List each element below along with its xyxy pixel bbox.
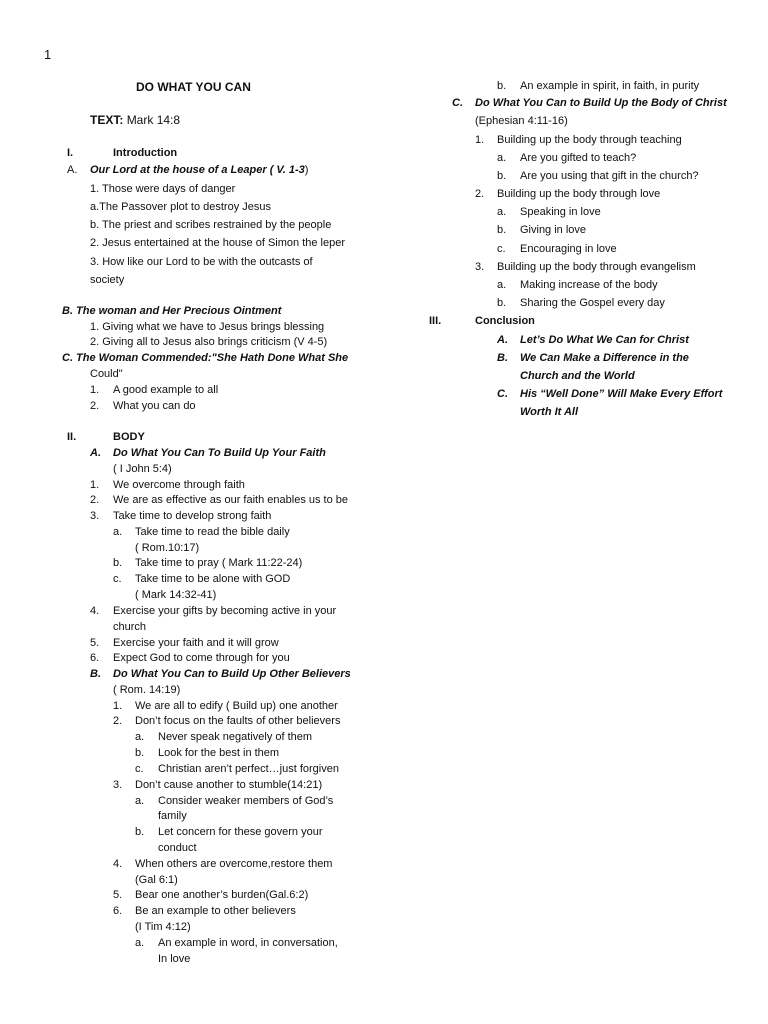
list-item: Bear one another’s burden(Gal.6:2) bbox=[135, 889, 309, 901]
page-title: DO WHAT YOU CAN bbox=[136, 80, 251, 94]
list-item: conduct bbox=[158, 842, 197, 854]
list-item: Take time to read the bible daily bbox=[135, 526, 290, 538]
body-c-heading: Do What You Can to Build Up the Body of Christ bbox=[475, 97, 727, 109]
section-num-body: II. bbox=[67, 431, 77, 443]
body-b-heading: Do What You Can to Build Up Other Believers bbox=[113, 668, 351, 680]
list-item: 2. Giving all to Jesus also brings criticism (V 4-5) bbox=[90, 336, 328, 348]
list-item: Consider weaker members of God’s bbox=[158, 795, 334, 807]
page-number: 1 bbox=[44, 47, 52, 62]
list-item: b. The priest and scribes restrained by the people bbox=[90, 219, 332, 231]
list-item: An example in spirit, in faith, in purity bbox=[520, 80, 700, 92]
list-item: Are you using that gift in the church? bbox=[520, 170, 699, 182]
list-item: Speaking in love bbox=[520, 206, 601, 218]
list-item-num: a. bbox=[497, 279, 507, 291]
list-item: family bbox=[158, 810, 187, 822]
section-num-conclusion: III. bbox=[429, 315, 442, 327]
list-item-num: a. bbox=[135, 937, 145, 949]
list-item-num: b. bbox=[497, 297, 507, 309]
list-item: Look for the best in them bbox=[158, 747, 280, 759]
list-item: Don’t cause another to stumble(14:21) bbox=[135, 779, 323, 791]
list-item: 1. Giving what we have to Jesus brings blessing bbox=[90, 321, 325, 333]
intro-b-heading: B. The woman and Her Precious Ointment bbox=[62, 305, 282, 317]
list-item-num: 2. bbox=[475, 188, 485, 200]
list-item-num: 4. bbox=[113, 858, 123, 870]
list-item-num: 6. bbox=[90, 652, 100, 664]
list-item: We Can Make a Difference in the bbox=[520, 352, 689, 364]
body-a-label: A. bbox=[90, 447, 101, 459]
list-item-num: 5. bbox=[113, 889, 123, 901]
list-item: Giving in love bbox=[520, 224, 587, 236]
intro-a-heading-suffix: ) bbox=[304, 164, 309, 176]
list-item-num: b. bbox=[135, 747, 145, 759]
body-b-ref: ( Rom. 14:19) bbox=[113, 684, 181, 696]
list-item-num: 3. bbox=[90, 510, 100, 522]
list-item-num: b. bbox=[497, 170, 507, 182]
list-item-num: c. bbox=[113, 573, 122, 585]
list-item: Sharing the Gospel every day bbox=[520, 297, 665, 309]
body-a-heading: Do What You Can To Build Up Your Faith bbox=[113, 447, 326, 459]
list-item: 3. How like our Lord to be with the outcasts of bbox=[90, 256, 313, 268]
intro-c-heading-cont: Could" bbox=[90, 368, 123, 380]
list-item: Encouraging in love bbox=[520, 243, 617, 255]
list-item: Building up the body through teaching bbox=[497, 134, 682, 146]
body-a-ref: ( I John 5:4) bbox=[113, 463, 172, 475]
list-item-num: b. bbox=[135, 826, 145, 838]
list-item: Take time to pray ( Mark 11:22-24) bbox=[135, 557, 303, 569]
list-item-num: c. bbox=[497, 243, 506, 255]
intro-a-label: A. bbox=[67, 164, 78, 176]
text-ref-value: Mark 14:8 bbox=[126, 113, 181, 127]
list-item-num: 1. bbox=[113, 700, 123, 712]
list-item: Christian aren’t perfect…just forgiven bbox=[158, 763, 339, 775]
list-item: a.The Passover plot to destroy Jesus bbox=[90, 201, 271, 213]
list-item: When others are overcome,restore them bbox=[135, 858, 333, 870]
list-item-num: b. bbox=[497, 224, 507, 236]
list-item: Never speak negatively of them bbox=[158, 731, 313, 743]
list-item: A good example to all bbox=[113, 384, 219, 396]
list-item: church bbox=[113, 621, 147, 633]
intro-c-heading: C. The Woman Commended:"She Hath Done What She bbox=[62, 352, 349, 364]
intro-a-heading bbox=[90, 163, 308, 177]
section-num-intro: I. bbox=[67, 147, 74, 159]
list-item-num: 1. bbox=[90, 479, 100, 491]
list-item: Building up the body through love bbox=[497, 188, 661, 200]
list-item: Exercise your gifts by becoming active in your bbox=[113, 605, 337, 617]
list-item: His “Well Done” Will Make Every Effort bbox=[520, 388, 723, 400]
list-item: Church and the World bbox=[520, 370, 635, 382]
list-item: 1. Those were days of danger bbox=[90, 183, 236, 195]
list-item-num: 1. bbox=[90, 384, 100, 396]
list-item-num: c. bbox=[135, 763, 144, 775]
list-item-num: b. bbox=[113, 557, 123, 569]
list-item: ( Rom.10:17) bbox=[135, 542, 200, 554]
list-item: Expect God to come through for you bbox=[113, 652, 290, 664]
body-c-ref: (Ephesian 4:11-16) bbox=[475, 115, 568, 127]
body-b-label: B. bbox=[90, 668, 101, 680]
body-c-label: C. bbox=[452, 97, 463, 109]
list-item-num: b. bbox=[497, 80, 507, 92]
list-item-num: a. bbox=[497, 152, 507, 164]
list-item: Take time to develop strong faith bbox=[113, 510, 272, 522]
list-item: (I Tim 4:12) bbox=[135, 921, 191, 933]
list-item-num: 2. bbox=[90, 494, 100, 506]
list-item: Let’s Do What We Can for Christ bbox=[520, 334, 689, 346]
list-item: Don’t focus on the faults of other believers bbox=[135, 715, 341, 727]
intro-a-heading-text: Our Lord at the house of a Leaper ( V. 1-3 bbox=[90, 164, 305, 176]
list-item-num: C. bbox=[497, 388, 508, 400]
list-item: Be an example to other believers bbox=[135, 905, 296, 917]
list-item: Worth It All bbox=[520, 406, 579, 418]
text-reference bbox=[90, 113, 180, 127]
list-item: ( Mark 14:32-41) bbox=[135, 589, 217, 601]
section-heading-body: BODY bbox=[113, 431, 145, 443]
list-item: Let concern for these govern your bbox=[158, 826, 323, 838]
list-item: We overcome through faith bbox=[113, 479, 245, 491]
list-item-num: a. bbox=[135, 731, 145, 743]
list-item-num: 2. bbox=[113, 715, 123, 727]
list-item: We are all to edify ( Build up) one another bbox=[135, 700, 338, 712]
list-item-num: 6. bbox=[113, 905, 123, 917]
list-item: (Gal 6:1) bbox=[135, 874, 178, 886]
list-item-num: a. bbox=[113, 526, 123, 538]
list-item: Are you gifted to teach? bbox=[520, 152, 637, 164]
list-item-num: 2. bbox=[90, 400, 100, 412]
list-item-num: 3. bbox=[475, 261, 485, 273]
list-item: What you can do bbox=[113, 400, 196, 412]
list-item: Exercise your faith and it will grow bbox=[113, 637, 279, 649]
list-item-num: a. bbox=[497, 206, 507, 218]
list-item: We are as effective as our faith enables us to be bbox=[113, 494, 349, 506]
list-item: 2. Jesus entertained at the house of Simon the leper bbox=[90, 237, 345, 249]
list-item: Take time to be alone with GOD bbox=[135, 573, 291, 585]
list-item-num: 4. bbox=[90, 605, 100, 617]
list-item-num: B. bbox=[497, 352, 508, 364]
list-item-num: 3. bbox=[113, 779, 123, 791]
list-item-num: A. bbox=[497, 334, 508, 346]
list-item: Making increase of the body bbox=[520, 279, 658, 291]
section-heading-conclusion: Conclusion bbox=[475, 315, 535, 327]
list-item: An example in word, in conversation, bbox=[158, 937, 338, 949]
list-item-num: 5. bbox=[90, 637, 100, 649]
list-item: Building up the body through evangelism bbox=[497, 261, 696, 273]
list-item: In love bbox=[158, 953, 191, 965]
list-item-num: 1. bbox=[475, 134, 485, 146]
list-item: society bbox=[90, 274, 125, 286]
text-ref-label: TEXT: bbox=[90, 113, 124, 127]
list-item-num: a. bbox=[135, 795, 145, 807]
section-heading-intro: Introduction bbox=[113, 147, 178, 159]
